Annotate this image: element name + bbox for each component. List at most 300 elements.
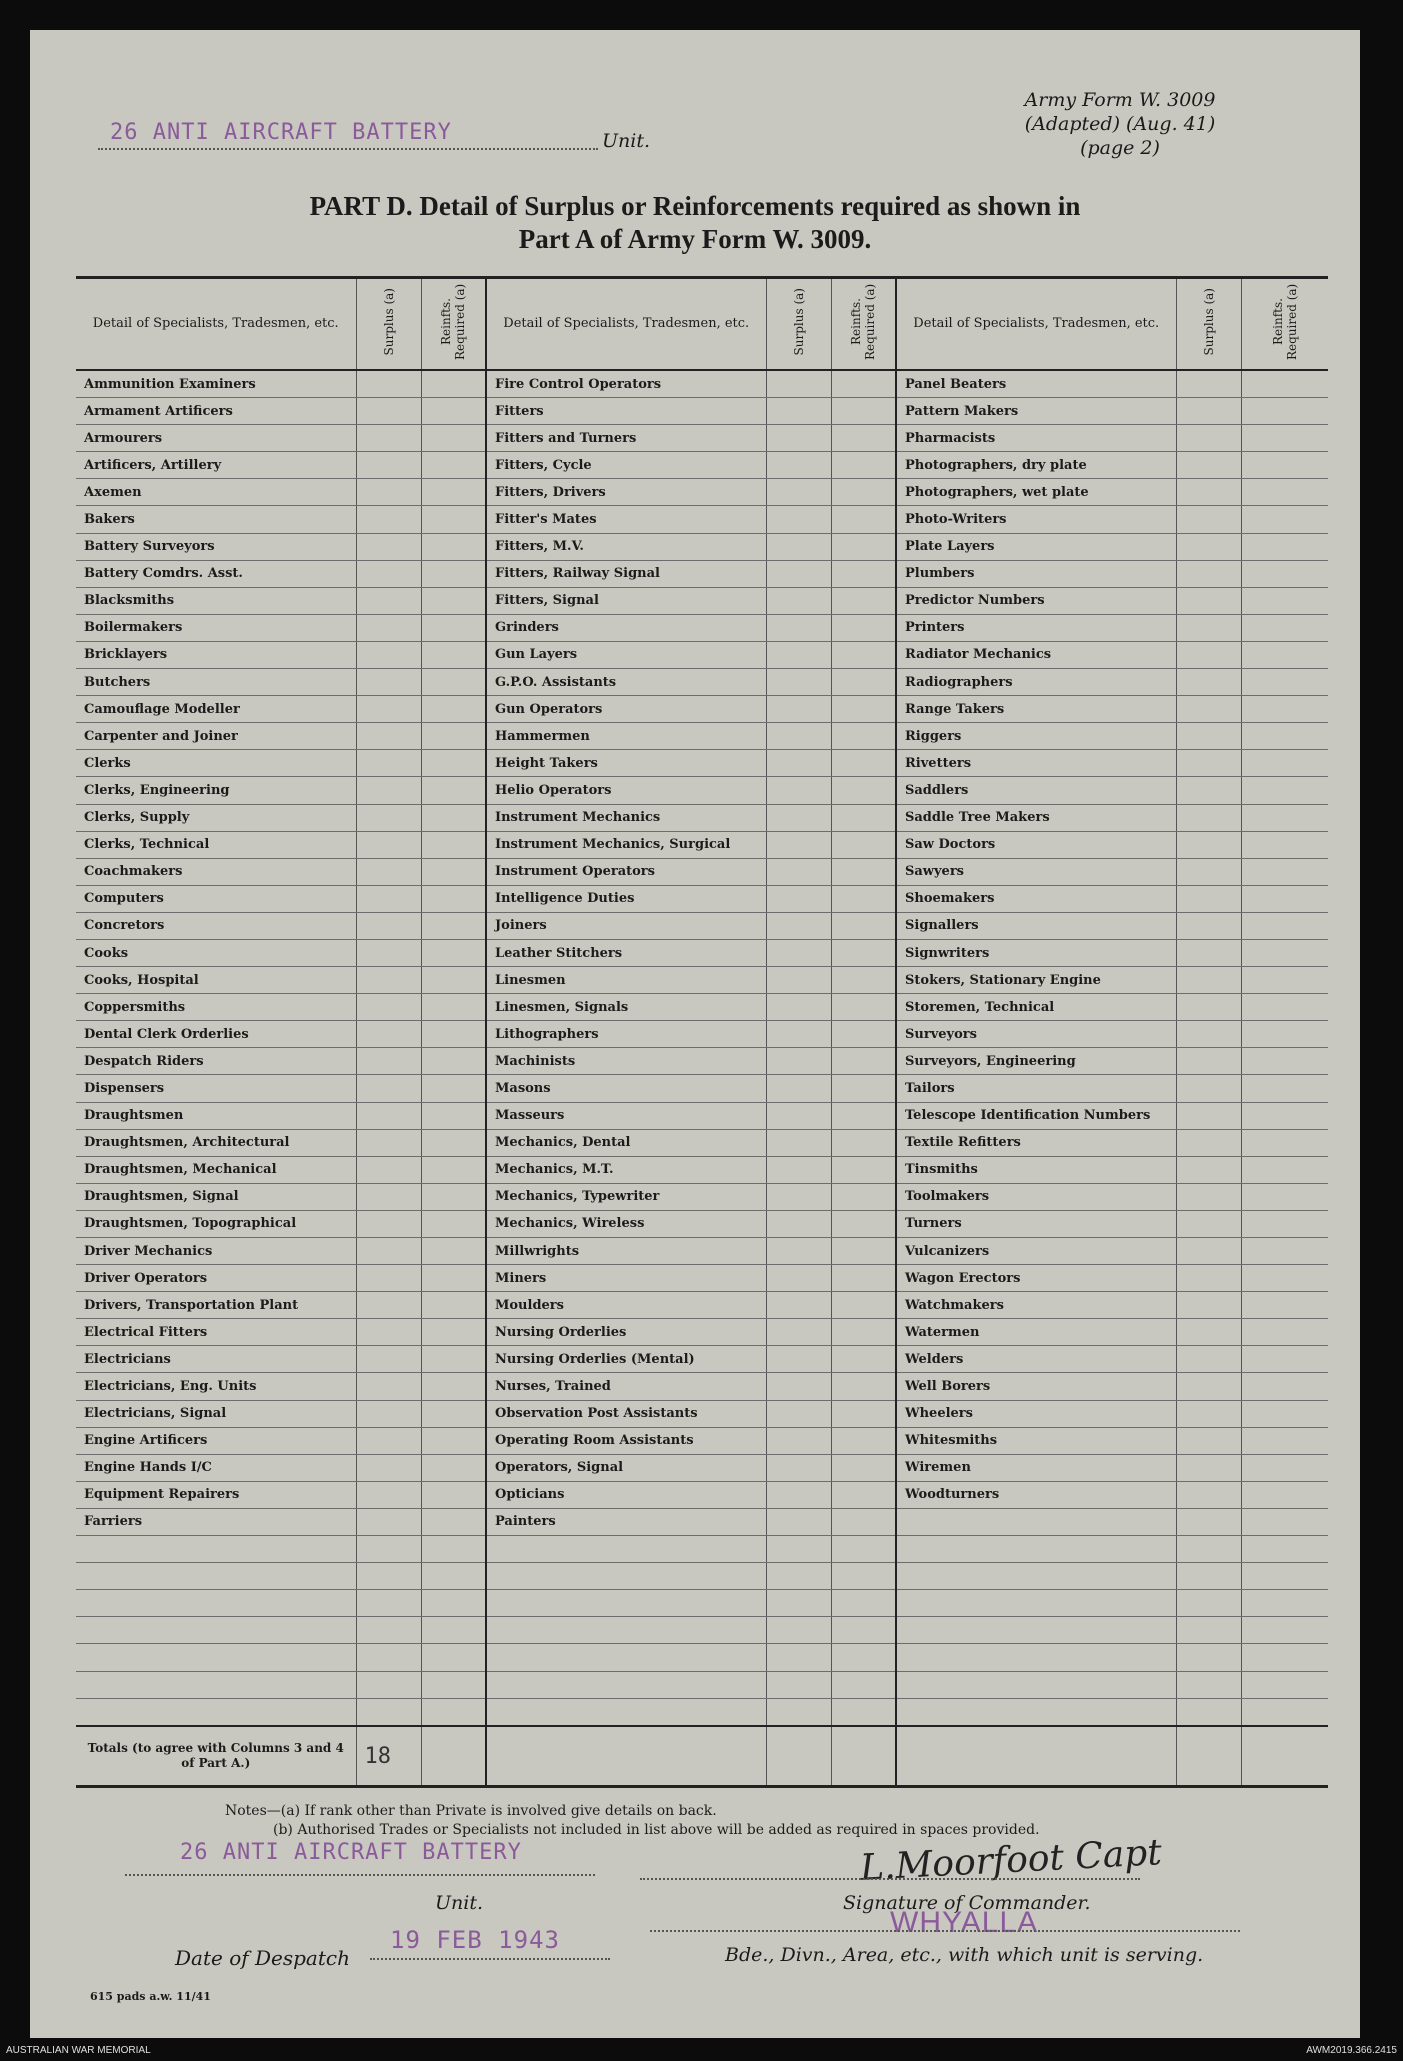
reinfts-cell[interactable] [1241, 1102, 1328, 1129]
reinfts-cell[interactable] [1241, 1400, 1328, 1427]
reinfts-cell[interactable] [831, 1292, 896, 1319]
surplus-cell[interactable] [356, 560, 421, 587]
reinfts-cell[interactable] [421, 885, 486, 912]
surplus-cell[interactable] [356, 1590, 421, 1617]
surplus-cell[interactable] [1176, 1048, 1241, 1075]
reinfts-cell[interactable] [421, 1427, 486, 1454]
reinfts-cell[interactable] [421, 614, 486, 641]
reinfts-cell[interactable] [421, 831, 486, 858]
reinfts-cell[interactable] [831, 1238, 896, 1265]
surplus-cell[interactable] [356, 1129, 421, 1156]
surplus-cell[interactable] [766, 1373, 831, 1400]
reinfts-cell[interactable] [831, 1671, 896, 1698]
reinfts-cell[interactable] [831, 1536, 896, 1563]
surplus-cell[interactable] [356, 885, 421, 912]
surplus-cell[interactable] [356, 1373, 421, 1400]
surplus-cell[interactable] [356, 479, 421, 506]
surplus-cell[interactable] [766, 479, 831, 506]
surplus-cell[interactable] [766, 1481, 831, 1508]
reinfts-cell[interactable] [1241, 1048, 1328, 1075]
surplus-cell[interactable] [766, 614, 831, 641]
surplus-cell[interactable] [356, 1427, 421, 1454]
surplus-cell[interactable] [766, 1265, 831, 1292]
reinfts-cell[interactable] [421, 1102, 486, 1129]
surplus-cell[interactable] [1176, 1021, 1241, 1048]
reinfts-cell[interactable] [421, 1698, 486, 1726]
totals-surplus-value[interactable]: 18 [356, 1726, 421, 1787]
totals-reinfts-cell[interactable] [831, 1726, 896, 1787]
reinfts-cell[interactable] [1241, 560, 1328, 587]
surplus-cell[interactable] [766, 587, 831, 614]
reinfts-cell[interactable] [1241, 1156, 1328, 1183]
surplus-cell[interactable] [766, 1210, 831, 1237]
surplus-cell[interactable] [1176, 858, 1241, 885]
surplus-cell[interactable] [1176, 1156, 1241, 1183]
reinfts-cell[interactable] [1241, 1292, 1328, 1319]
reinfts-cell[interactable] [421, 1454, 486, 1481]
reinfts-cell[interactable] [1241, 696, 1328, 723]
surplus-cell[interactable] [1176, 1481, 1241, 1508]
reinfts-cell[interactable] [421, 533, 486, 560]
reinfts-cell[interactable] [831, 1617, 896, 1644]
reinfts-cell[interactable] [831, 1508, 896, 1535]
surplus-cell[interactable] [1176, 1183, 1241, 1210]
surplus-cell[interactable] [766, 533, 831, 560]
reinfts-cell[interactable] [1241, 750, 1328, 777]
reinfts-cell[interactable] [831, 506, 896, 533]
reinfts-cell[interactable] [831, 1698, 896, 1726]
surplus-cell[interactable] [1176, 696, 1241, 723]
surplus-cell[interactable] [766, 777, 831, 804]
reinfts-cell[interactable] [1241, 1373, 1328, 1400]
reinfts-cell[interactable] [421, 587, 486, 614]
reinfts-cell[interactable] [421, 967, 486, 994]
reinfts-cell[interactable] [421, 858, 486, 885]
reinfts-cell[interactable] [421, 1292, 486, 1319]
reinfts-cell[interactable] [831, 994, 896, 1021]
surplus-cell[interactable] [766, 1102, 831, 1129]
surplus-cell[interactable] [356, 506, 421, 533]
reinfts-cell[interactable] [831, 1265, 896, 1292]
surplus-cell[interactable] [1176, 1373, 1241, 1400]
surplus-cell[interactable] [1176, 560, 1241, 587]
surplus-cell[interactable] [356, 750, 421, 777]
surplus-cell[interactable] [766, 560, 831, 587]
surplus-cell[interactable] [356, 1346, 421, 1373]
surplus-cell[interactable] [1176, 1102, 1241, 1129]
surplus-cell[interactable] [356, 1508, 421, 1535]
surplus-cell[interactable] [1176, 1671, 1241, 1698]
surplus-cell[interactable] [766, 398, 831, 425]
reinfts-cell[interactable] [831, 967, 896, 994]
reinfts-cell[interactable] [831, 750, 896, 777]
surplus-cell[interactable] [356, 1075, 421, 1102]
surplus-cell[interactable] [356, 1210, 421, 1237]
surplus-cell[interactable] [1176, 425, 1241, 452]
surplus-cell[interactable] [1176, 479, 1241, 506]
reinfts-cell[interactable] [421, 1265, 486, 1292]
reinfts-cell[interactable] [421, 994, 486, 1021]
surplus-cell[interactable] [1176, 1698, 1241, 1726]
reinfts-cell[interactable] [1241, 370, 1328, 398]
surplus-cell[interactable] [1176, 967, 1241, 994]
reinfts-cell[interactable] [831, 804, 896, 831]
reinfts-cell[interactable] [1241, 1238, 1328, 1265]
reinfts-cell[interactable] [421, 1048, 486, 1075]
surplus-cell[interactable] [766, 669, 831, 696]
surplus-cell[interactable] [766, 1617, 831, 1644]
reinfts-cell[interactable] [1241, 1563, 1328, 1590]
reinfts-cell[interactable] [831, 912, 896, 939]
surplus-cell[interactable] [766, 1644, 831, 1671]
surplus-cell[interactable] [356, 533, 421, 560]
totals-surplus-cell[interactable] [1176, 1726, 1241, 1787]
reinfts-cell[interactable] [421, 425, 486, 452]
surplus-cell[interactable] [1176, 587, 1241, 614]
reinfts-cell[interactable] [421, 750, 486, 777]
surplus-cell[interactable] [1176, 804, 1241, 831]
surplus-cell[interactable] [766, 425, 831, 452]
surplus-cell[interactable] [356, 994, 421, 1021]
reinfts-cell[interactable] [1241, 452, 1328, 479]
surplus-cell[interactable] [1176, 994, 1241, 1021]
surplus-cell[interactable] [1176, 1617, 1241, 1644]
surplus-cell[interactable] [1176, 1508, 1241, 1535]
surplus-cell[interactable] [1176, 1454, 1241, 1481]
reinfts-cell[interactable] [1241, 858, 1328, 885]
reinfts-cell[interactable] [831, 479, 896, 506]
surplus-cell[interactable] [356, 1644, 421, 1671]
reinfts-cell[interactable] [421, 1021, 486, 1048]
surplus-cell[interactable] [356, 614, 421, 641]
surplus-cell[interactable] [356, 1183, 421, 1210]
surplus-cell[interactable] [1176, 533, 1241, 560]
reinfts-cell[interactable] [1241, 1319, 1328, 1346]
reinfts-cell[interactable] [1241, 885, 1328, 912]
surplus-cell[interactable] [766, 1048, 831, 1075]
reinfts-cell[interactable] [421, 1481, 486, 1508]
reinfts-cell[interactable] [1241, 1183, 1328, 1210]
surplus-cell[interactable] [356, 1454, 421, 1481]
surplus-cell[interactable] [1176, 506, 1241, 533]
surplus-cell[interactable] [1176, 912, 1241, 939]
surplus-cell[interactable] [766, 723, 831, 750]
reinfts-cell[interactable] [1241, 994, 1328, 1021]
surplus-cell[interactable] [1176, 1129, 1241, 1156]
surplus-cell[interactable] [356, 831, 421, 858]
surplus-cell[interactable] [356, 1319, 421, 1346]
reinfts-cell[interactable] [831, 1075, 896, 1102]
reinfts-cell[interactable] [421, 452, 486, 479]
reinfts-cell[interactable] [421, 1400, 486, 1427]
reinfts-cell[interactable] [831, 1021, 896, 1048]
surplus-cell[interactable] [1176, 1319, 1241, 1346]
surplus-cell[interactable] [766, 1508, 831, 1535]
reinfts-cell[interactable] [1241, 1508, 1328, 1535]
surplus-cell[interactable] [356, 452, 421, 479]
reinfts-cell[interactable] [421, 560, 486, 587]
reinfts-cell[interactable] [831, 1644, 896, 1671]
surplus-cell[interactable] [356, 1238, 421, 1265]
reinfts-cell[interactable] [831, 370, 896, 398]
surplus-cell[interactable] [356, 425, 421, 452]
reinfts-cell[interactable] [831, 1102, 896, 1129]
reinfts-cell[interactable] [421, 641, 486, 668]
surplus-cell[interactable] [1176, 1292, 1241, 1319]
reinfts-cell[interactable] [831, 1454, 896, 1481]
reinfts-cell[interactable] [831, 1183, 896, 1210]
reinfts-cell[interactable] [831, 1319, 896, 1346]
surplus-cell[interactable] [1176, 723, 1241, 750]
surplus-cell[interactable] [356, 1048, 421, 1075]
reinfts-cell[interactable] [831, 1210, 896, 1237]
reinfts-cell[interactable] [1241, 967, 1328, 994]
reinfts-cell[interactable] [421, 1183, 486, 1210]
surplus-cell[interactable] [766, 1427, 831, 1454]
surplus-cell[interactable] [356, 696, 421, 723]
reinfts-cell[interactable] [831, 1346, 896, 1373]
reinfts-cell[interactable] [831, 533, 896, 560]
surplus-cell[interactable] [766, 696, 831, 723]
reinfts-cell[interactable] [421, 1156, 486, 1183]
surplus-cell[interactable] [1176, 614, 1241, 641]
surplus-cell[interactable] [356, 1400, 421, 1427]
reinfts-cell[interactable] [421, 1508, 486, 1535]
surplus-cell[interactable] [356, 1617, 421, 1644]
reinfts-cell[interactable] [1241, 614, 1328, 641]
reinfts-cell[interactable] [1241, 587, 1328, 614]
surplus-cell[interactable] [356, 370, 421, 398]
reinfts-cell[interactable] [1241, 1671, 1328, 1698]
reinfts-cell[interactable] [831, 696, 896, 723]
surplus-cell[interactable] [1176, 452, 1241, 479]
reinfts-cell[interactable] [1241, 1536, 1328, 1563]
surplus-cell[interactable] [356, 1021, 421, 1048]
surplus-cell[interactable] [766, 1075, 831, 1102]
reinfts-cell[interactable] [421, 912, 486, 939]
reinfts-cell[interactable] [1241, 1698, 1328, 1726]
reinfts-cell[interactable] [831, 1048, 896, 1075]
reinfts-cell[interactable] [831, 1481, 896, 1508]
surplus-cell[interactable] [356, 1156, 421, 1183]
reinfts-cell[interactable] [1241, 1617, 1328, 1644]
surplus-cell[interactable] [356, 723, 421, 750]
surplus-cell[interactable] [1176, 750, 1241, 777]
surplus-cell[interactable] [1176, 1536, 1241, 1563]
surplus-cell[interactable] [766, 1698, 831, 1726]
reinfts-cell[interactable] [421, 398, 486, 425]
reinfts-cell[interactable] [1241, 1644, 1328, 1671]
reinfts-cell[interactable] [831, 1129, 896, 1156]
surplus-cell[interactable] [766, 1671, 831, 1698]
surplus-cell[interactable] [356, 939, 421, 966]
surplus-cell[interactable] [766, 370, 831, 398]
reinfts-cell[interactable] [1241, 1021, 1328, 1048]
surplus-cell[interactable] [766, 1156, 831, 1183]
surplus-cell[interactable] [1176, 885, 1241, 912]
surplus-cell[interactable] [1176, 1346, 1241, 1373]
surplus-cell[interactable] [356, 967, 421, 994]
reinfts-cell[interactable] [421, 1238, 486, 1265]
reinfts-cell[interactable] [421, 777, 486, 804]
reinfts-cell[interactable] [421, 1536, 486, 1563]
surplus-cell[interactable] [766, 1400, 831, 1427]
reinfts-cell[interactable] [421, 1075, 486, 1102]
surplus-cell[interactable] [356, 1481, 421, 1508]
totals-reinfts-cell[interactable] [421, 1726, 486, 1787]
surplus-cell[interactable] [766, 885, 831, 912]
reinfts-cell[interactable] [421, 370, 486, 398]
reinfts-cell[interactable] [421, 1590, 486, 1617]
surplus-cell[interactable] [766, 506, 831, 533]
totals-reinfts-cell[interactable] [1241, 1726, 1328, 1787]
reinfts-cell[interactable] [1241, 723, 1328, 750]
surplus-cell[interactable] [1176, 1563, 1241, 1590]
surplus-cell[interactable] [766, 1183, 831, 1210]
surplus-cell[interactable] [356, 1102, 421, 1129]
surplus-cell[interactable] [356, 1698, 421, 1726]
surplus-cell[interactable] [1176, 1590, 1241, 1617]
reinfts-cell[interactable] [1241, 912, 1328, 939]
surplus-cell[interactable] [356, 1671, 421, 1698]
surplus-cell[interactable] [1176, 1427, 1241, 1454]
surplus-cell[interactable] [1176, 1075, 1241, 1102]
surplus-cell[interactable] [356, 587, 421, 614]
reinfts-cell[interactable] [831, 939, 896, 966]
reinfts-cell[interactable] [1241, 641, 1328, 668]
reinfts-cell[interactable] [1241, 669, 1328, 696]
reinfts-cell[interactable] [1241, 1075, 1328, 1102]
reinfts-cell[interactable] [1241, 939, 1328, 966]
surplus-cell[interactable] [1176, 1210, 1241, 1237]
surplus-cell[interactable] [1176, 831, 1241, 858]
reinfts-cell[interactable] [1241, 777, 1328, 804]
reinfts-cell[interactable] [421, 804, 486, 831]
reinfts-cell[interactable] [1241, 506, 1328, 533]
reinfts-cell[interactable] [831, 1373, 896, 1400]
reinfts-cell[interactable] [421, 1644, 486, 1671]
reinfts-cell[interactable] [1241, 479, 1328, 506]
reinfts-cell[interactable] [831, 723, 896, 750]
surplus-cell[interactable] [766, 1346, 831, 1373]
surplus-cell[interactable] [1176, 370, 1241, 398]
reinfts-cell[interactable] [831, 560, 896, 587]
surplus-cell[interactable] [766, 1454, 831, 1481]
surplus-cell[interactable] [1176, 1265, 1241, 1292]
surplus-cell[interactable] [766, 1536, 831, 1563]
reinfts-cell[interactable] [831, 587, 896, 614]
surplus-cell[interactable] [1176, 669, 1241, 696]
surplus-cell[interactable] [1176, 1400, 1241, 1427]
surplus-cell[interactable] [766, 1021, 831, 1048]
surplus-cell[interactable] [1176, 1644, 1241, 1671]
reinfts-cell[interactable] [831, 1590, 896, 1617]
surplus-cell[interactable] [766, 1292, 831, 1319]
reinfts-cell[interactable] [421, 669, 486, 696]
surplus-cell[interactable] [356, 804, 421, 831]
surplus-cell[interactable] [766, 858, 831, 885]
surplus-cell[interactable] [766, 831, 831, 858]
surplus-cell[interactable] [1176, 1238, 1241, 1265]
surplus-cell[interactable] [1176, 398, 1241, 425]
reinfts-cell[interactable] [1241, 533, 1328, 560]
reinfts-cell[interactable] [831, 885, 896, 912]
reinfts-cell[interactable] [1241, 1265, 1328, 1292]
surplus-cell[interactable] [356, 1292, 421, 1319]
surplus-cell[interactable] [1176, 777, 1241, 804]
reinfts-cell[interactable] [421, 1617, 486, 1644]
reinfts-cell[interactable] [421, 1373, 486, 1400]
reinfts-cell[interactable] [1241, 1427, 1328, 1454]
surplus-cell[interactable] [356, 1265, 421, 1292]
surplus-cell[interactable] [1176, 641, 1241, 668]
surplus-cell[interactable] [1176, 939, 1241, 966]
reinfts-cell[interactable] [831, 669, 896, 696]
reinfts-cell[interactable] [421, 479, 486, 506]
surplus-cell[interactable] [356, 641, 421, 668]
reinfts-cell[interactable] [421, 1319, 486, 1346]
surplus-cell[interactable] [356, 1563, 421, 1590]
reinfts-cell[interactable] [831, 425, 896, 452]
reinfts-cell[interactable] [421, 1129, 486, 1156]
reinfts-cell[interactable] [831, 777, 896, 804]
reinfts-cell[interactable] [831, 1427, 896, 1454]
reinfts-cell[interactable] [831, 858, 896, 885]
reinfts-cell[interactable] [1241, 1481, 1328, 1508]
reinfts-cell[interactable] [831, 1563, 896, 1590]
reinfts-cell[interactable] [421, 696, 486, 723]
reinfts-cell[interactable] [421, 939, 486, 966]
surplus-cell[interactable] [356, 777, 421, 804]
surplus-cell[interactable] [766, 912, 831, 939]
reinfts-cell[interactable] [1241, 1129, 1328, 1156]
reinfts-cell[interactable] [1241, 831, 1328, 858]
surplus-cell[interactable] [356, 858, 421, 885]
surplus-cell[interactable] [356, 398, 421, 425]
reinfts-cell[interactable] [831, 641, 896, 668]
reinfts-cell[interactable] [421, 1671, 486, 1698]
surplus-cell[interactable] [766, 641, 831, 668]
reinfts-cell[interactable] [421, 1346, 486, 1373]
surplus-cell[interactable] [766, 994, 831, 1021]
surplus-cell[interactable] [766, 804, 831, 831]
reinfts-cell[interactable] [421, 506, 486, 533]
reinfts-cell[interactable] [1241, 1590, 1328, 1617]
surplus-cell[interactable] [356, 912, 421, 939]
surplus-cell[interactable] [356, 1536, 421, 1563]
reinfts-cell[interactable] [831, 831, 896, 858]
surplus-cell[interactable] [766, 1319, 831, 1346]
reinfts-cell[interactable] [831, 614, 896, 641]
surplus-cell[interactable] [766, 1563, 831, 1590]
reinfts-cell[interactable] [831, 452, 896, 479]
reinfts-cell[interactable] [1241, 804, 1328, 831]
reinfts-cell[interactable] [1241, 1210, 1328, 1237]
surplus-cell[interactable] [766, 1129, 831, 1156]
surplus-cell[interactable] [766, 452, 831, 479]
reinfts-cell[interactable] [1241, 425, 1328, 452]
totals-surplus-cell[interactable] [766, 1726, 831, 1787]
reinfts-cell[interactable] [421, 1210, 486, 1237]
reinfts-cell[interactable] [421, 1563, 486, 1590]
surplus-cell[interactable] [766, 939, 831, 966]
reinfts-cell[interactable] [421, 723, 486, 750]
reinfts-cell[interactable] [831, 1400, 896, 1427]
surplus-cell[interactable] [766, 967, 831, 994]
reinfts-cell[interactable] [1241, 1346, 1328, 1373]
surplus-cell[interactable] [356, 669, 421, 696]
reinfts-cell[interactable] [1241, 1454, 1328, 1481]
